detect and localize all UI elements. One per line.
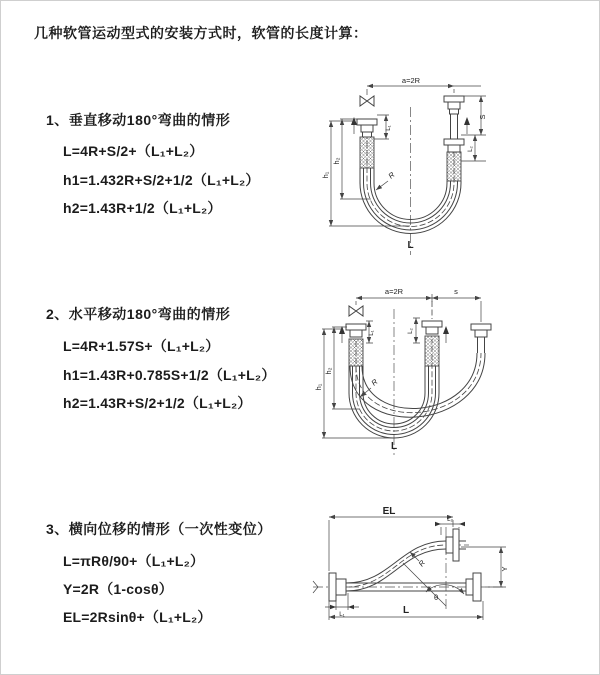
dim-label-el: EL: [382, 506, 396, 517]
dimension-lines: [329, 86, 486, 226]
dim-label-s: S: [478, 114, 487, 120]
dim-label-l1: L₁: [368, 330, 375, 336]
dim-label-offset: s: [454, 287, 458, 296]
dim-label-l1: L₁: [339, 611, 345, 618]
right-pipe-fitting: [471, 324, 491, 353]
dim-label-span: a=2R: [384, 287, 404, 296]
dim-label-h1: h₁: [314, 383, 323, 391]
movement-arrow-up-right: [464, 117, 470, 134]
dimension-lines: [325, 517, 506, 620]
dim-label-l2: L₂: [467, 146, 474, 152]
right-flange: [466, 573, 481, 601]
dim-label-h1: h₁: [321, 171, 330, 179]
dim-label-h2: h₂: [332, 157, 341, 165]
dim-label-radius: R: [369, 377, 380, 388]
movement-arrow-middle: [443, 326, 449, 343]
diagram-vertical-bend: [311, 71, 531, 261]
movement-arrow-left: [339, 326, 345, 343]
valve-icon: [360, 96, 374, 106]
braided-hose-section: [425, 336, 439, 366]
section-3-heading: 3、横向位移的情形（一次性变位）: [46, 521, 272, 537]
valve-icon: [349, 306, 363, 316]
section-2-formula-h1: h1=1.43R+0.785S+1/2（L₁+L₂）: [63, 367, 276, 383]
section-2-formula-length: L=4R+1.57S+（L₁+L₂）: [63, 338, 220, 354]
dim-label-radius: R: [416, 558, 428, 569]
dim-label-span: a=2R: [401, 76, 421, 85]
section-3-formula-el: EL=2Rsinθ+（L₁+L₂）: [63, 609, 212, 625]
braided-hose-section: [447, 152, 461, 181]
dim-label-length: L: [390, 441, 398, 452]
hose-u-bend-position-b: [350, 353, 485, 417]
dim-label-length: L: [407, 240, 414, 251]
dim-label-theta: θ: [434, 593, 439, 602]
dim-label-length: L: [402, 605, 410, 616]
dim-label-l2: L₂: [407, 328, 414, 334]
dim-label-l2: L₂: [447, 516, 453, 523]
upper-flange: [446, 529, 466, 561]
section-2-heading: 2、水平移动180°弯曲的情形: [46, 306, 231, 322]
section-1-formula-h2: h2=1.43R+1/2（L₁+L₂）: [63, 200, 222, 216]
section-1-formula-length: L=4R+S/2+（L₁+L₂）: [63, 143, 204, 159]
diagram-horizontal-bend: [309, 281, 544, 466]
braided-hose-section: [349, 339, 363, 366]
left-pipe-fitting: [357, 119, 377, 168]
left-pipe-fitting: [346, 324, 366, 366]
braided-hose-section: [360, 137, 374, 168]
section-3-formula-length: L=πRθ/90+（L₁+L₂）: [63, 553, 205, 569]
right-pipe-fitting: [444, 96, 464, 181]
section-3-formula-y: Y=2R（1-cosθ）: [63, 581, 173, 597]
section-1-heading: 1、垂直移动180°弯曲的情形: [46, 112, 231, 128]
middle-pipe-fitting: [422, 321, 442, 366]
dim-label-radius: R: [386, 170, 397, 181]
movement-arrow-up-left: [351, 117, 357, 134]
dim-label-y: Y: [500, 566, 509, 572]
section-2-formula-h2: h2=1.43R+S/2+1/2（L₁+L₂）: [63, 395, 252, 411]
dim-label-l1: L₁: [385, 125, 392, 131]
diagram-lateral-displacement: [301, 501, 551, 661]
dim-label-h2: h₂: [324, 367, 333, 375]
section-1-formula-h1: h1=1.432R+S/2+1/2（L₁+L₂）: [63, 172, 260, 188]
document-title: 几种软管运动型式的安装方式时，软管的长度计算：: [34, 25, 368, 41]
left-flange: [329, 573, 346, 601]
